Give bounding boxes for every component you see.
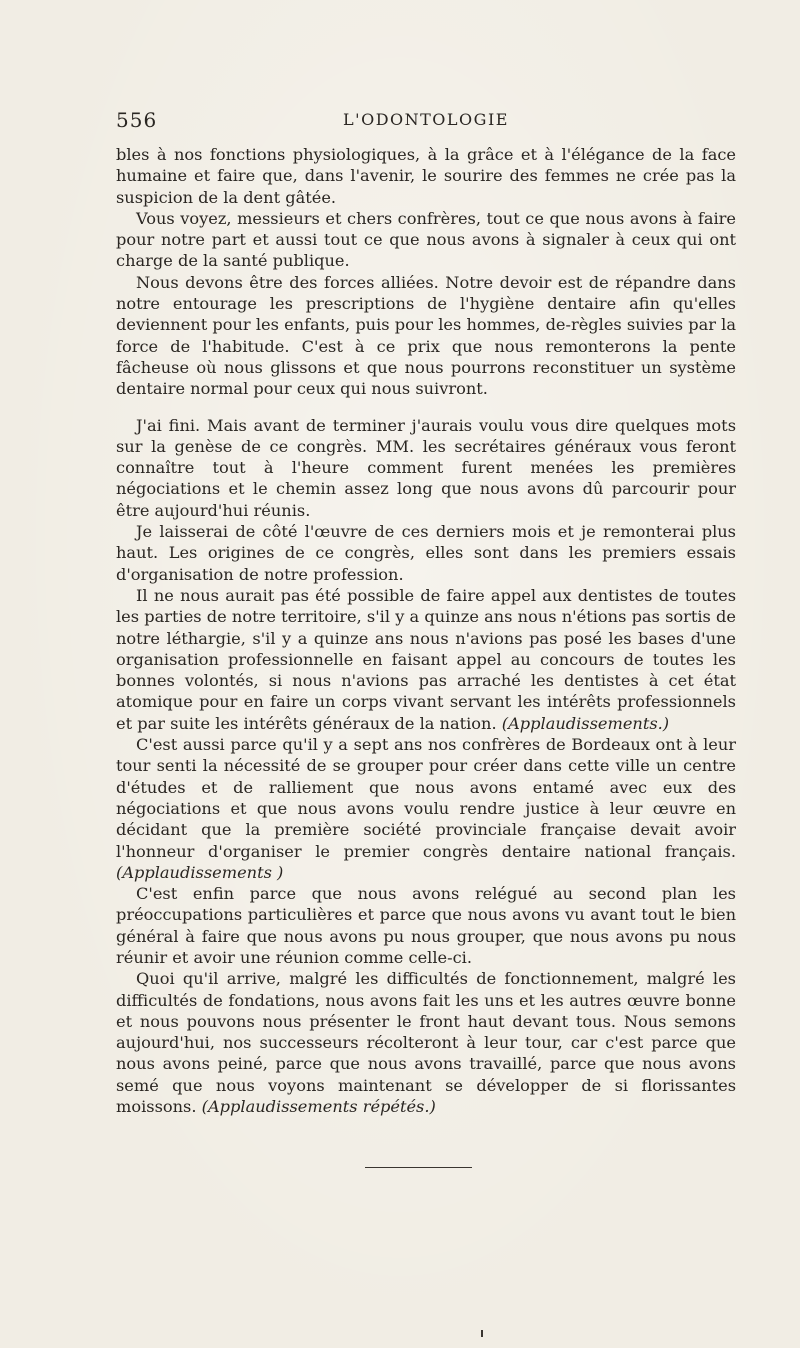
section-divider-rule <box>365 1167 472 1168</box>
paragraph-4 <box>116 415 736 521</box>
paragraph-2 <box>116 208 736 272</box>
applause-note: (Applaudissements répétés.) <box>201 1097 436 1117</box>
page-header <box>116 108 736 134</box>
applause-note: (Applaudissements.) <box>501 713 670 733</box>
paragraph-text: Je laisserai de côté l'œuvre de ces derniers mois et je remonterai plus haut. Les origines de ce congrès, elles sont dans les premiers essais d'organisation de notre profession. <box>116 522 736 584</box>
paragraph-8 <box>116 883 736 968</box>
page-number: 556 <box>116 108 158 132</box>
paragraph-text: Nous devons être des forces alliées. Notre devoir est de répandre dans notre entourage les prescriptions de l'hygiène dentaire afin qu'elles deviennent pour les enfants, puis pour les hommes, de-règles suivies par la force de l'habitude. C'est à ce prix que nous remonterons la pente fâcheuse où nous glissons et que nous pourrons reconstituer un système dentaire normal pour ceux qui nous suivront. <box>116 272 736 399</box>
paragraph-3 <box>116 272 736 400</box>
running-title: L'ODONTOLOGIE <box>343 110 509 129</box>
paragraph-9 <box>116 968 736 1117</box>
paragraph-text: Quoi qu'il arrive, malgré les difficultés de fonctionnement, malgré les difficultés de fondations, nous avons fait les uns et les autres œuvre bonne et nous pouvons nous présenter le front haut devant tous. Nous semons aujourd'hui, nos successeurs récolteront à leur tour, car c'est parce que nous avons peiné, parce que nous avons travaillé, parce que nous avons semé que nous voyons maintenant se développer de si florissantes moissons. <box>116 969 736 1117</box>
paragraph-text: C'est enfin parce que nous avons relégué au second plan les préoccupations particulières et parce que nous avons vu avant tout le bien général à faire que nous avons pu nous grouper, que nous avons pu nous réunir et avoir une réunion comme celle-ci. <box>116 884 736 967</box>
paragraph-text: J'ai fini. Mais avant de terminer j'aurais voulu vous dire quelques mots sur la genèse de ce congrès. MM. les secrétaires généraux vous feront connaître tout à l'heure comment furent menées les premières négociations et le chemin assez long que nous avons dû parcourir pour être aujourd'hui réunis. <box>116 415 736 520</box>
paragraph-text: Vous voyez, messieurs et chers confrères, tout ce que nous avons à faire pour notre part et aussi tout ce que nous avons à signaler à ceux qui ont charge de la santé publique. <box>116 208 736 271</box>
paragraph-text: Il ne nous aurait pas été possible de faire appel aux dentistes de toutes les parties de notre territoire, s'il y a quinze ans nous n'étions pas sortis de notre léthargie, s'il y a quinze ans nous n'avions pas posé les bases d'une organisation professionnelle en faisant appel au concours de toutes les bonnes volontés, si nous n'avions pas arraché les dentistes à cet état atomique pour en faire un corps vivant servant les intérêts professionnels et par suite les intérêts généraux de la nation. <box>116 585 736 733</box>
body-text <box>116 144 736 1117</box>
paragraph-6 <box>116 585 736 734</box>
paragraph-7 <box>116 734 736 883</box>
applause-note: (Applaudissements ) <box>116 862 284 882</box>
paragraph-1 <box>116 144 736 208</box>
paragraph-text: C'est aussi parce qu'il y a sept ans nos confrères de Bordeaux ont à leur tour senti la nécessité de se grouper pour créer dans cette ville un centre d'études et de ralliement que nous avons entamé avec eux des négociations et que nous avons voulu rendre justice à leur œuvre en décidant que la première société provinciale française devait avoir l'honneur d'organiser le premier congrès dentaire national français. <box>116 735 736 861</box>
print-speck <box>481 1330 483 1337</box>
paragraph-text: bles à nos fonctions physiologiques, à la grâce et à l'élégance de la face humaine et faire que, dans l'avenir, le sourire des femmes ne crée pas la suspicion de la dent gâtée. <box>116 145 736 207</box>
paragraph-5 <box>116 521 736 585</box>
